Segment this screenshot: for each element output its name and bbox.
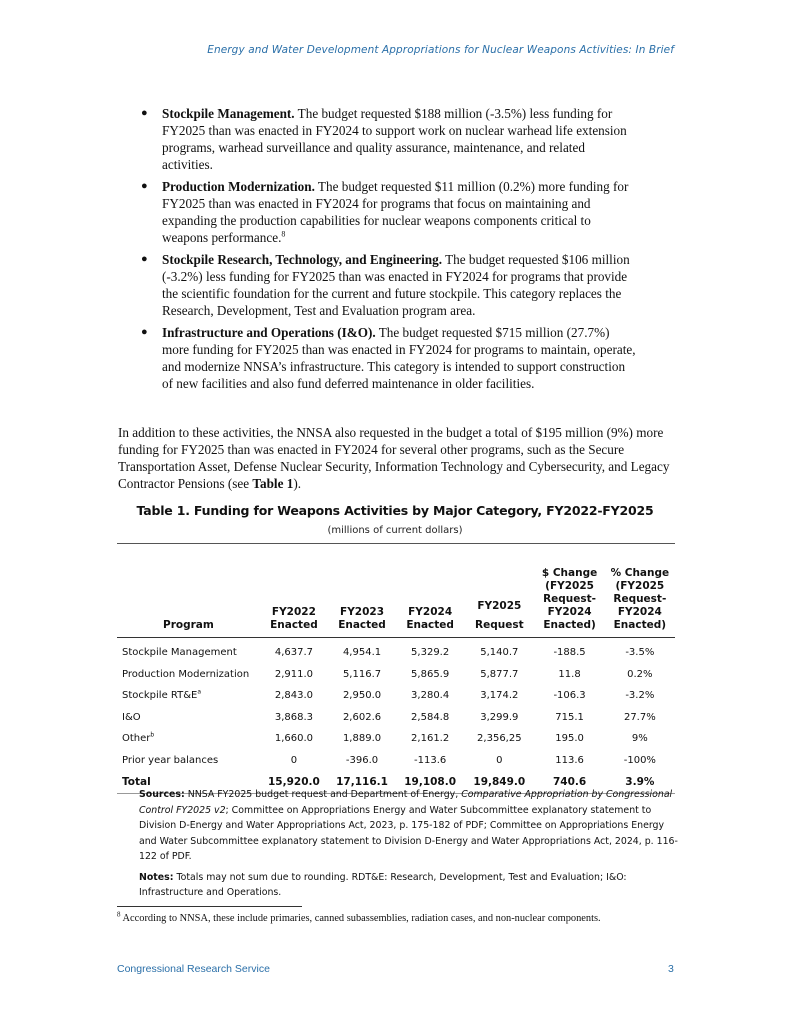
column-header-program: Program xyxy=(163,619,214,631)
program-cell: Production Modernization xyxy=(122,668,250,680)
value-cell: 740.6 xyxy=(552,775,587,788)
value-cell: -3.2% xyxy=(625,690,655,702)
value-cell: 113.6 xyxy=(555,754,584,766)
value-cell: 4,954.1 xyxy=(342,647,382,659)
table-row xyxy=(117,638,675,664)
bullet-stockpile-management xyxy=(138,105,638,173)
value-cell: 15,920.0 xyxy=(268,775,320,788)
column-header-fy2025: FY2025 Request xyxy=(475,600,524,631)
value-cell: 5,877.7 xyxy=(480,668,519,680)
table-row xyxy=(117,664,675,686)
value-cell: 1,889.0 xyxy=(342,733,382,745)
value-cell: 19,849.0 xyxy=(473,775,526,788)
program-cell: I&O xyxy=(122,711,141,723)
value-cell: 2,843.0 xyxy=(274,690,313,702)
value-cell: 1,660.0 xyxy=(274,733,313,745)
funding-table xyxy=(117,543,675,794)
category-bullet-list xyxy=(138,105,638,397)
value-cell: 715.1 xyxy=(555,711,584,723)
value-cell: 5,865.9 xyxy=(411,668,450,680)
value-cell: 27.7% xyxy=(623,711,656,723)
table-header-row xyxy=(117,544,675,638)
value-cell: 19,108.0 xyxy=(404,775,457,788)
bullet-dot-icon: ● xyxy=(141,107,148,119)
bullet-dot-icon: ● xyxy=(141,253,148,265)
value-cell: 2,356,25 xyxy=(477,733,522,745)
bullet-text: The budget requested $11 million (0.2%) more funding for FY2025 than was enacted in FY2024 for programs that focus on maintaining and expanding the production capabilities for nuclear weapons components critical to weapons performance. xyxy=(162,179,629,245)
notes-note: Notes: Totals may not sum due to rounding. RDT&E: Research, Development, Test and Evaluation; I&O: Infrastructure and Operations. xyxy=(139,871,627,898)
value-cell: 3,174.2 xyxy=(480,690,519,702)
footer-publisher: Congressional Research Service xyxy=(117,963,270,975)
bullet-text: The budget requested $106 million (-3.2%) less funding for FY2025 than was enacted in FY2024 for programs that provide the scientific foundation for the current and future stockpile. This category replaces the Research, Development, Test and Evaluation program area. xyxy=(162,252,630,318)
bullet-dot-icon: ● xyxy=(141,180,148,192)
bullet-stockpile-rte xyxy=(138,251,638,319)
bullet-dot-icon: ● xyxy=(141,326,148,338)
bullet-term: Infrastructure and Operations (I&O). xyxy=(162,325,376,340)
value-cell: 195.0 xyxy=(555,733,584,745)
program-cell: Total xyxy=(122,775,151,788)
value-cell: -113.6 xyxy=(414,754,447,766)
table-row xyxy=(117,707,675,729)
value-cell: -3.5% xyxy=(625,647,655,659)
footnote-divider xyxy=(117,906,302,907)
sources-note: Sources: NNSA FY2025 budget request and Department of Energy, Comparative Appropriation by Congressional Control FY2025 v2; Committee on Appropriations Energy and Water Subcommittee explanatory statement to Division D-Energy and Water Appropriations Act, 2023, p. 175-182 of PDF; Committee on Appropriations Energy and Water Subcommittee explanatory statement to Division D-Energy and Water Appropriations Act, 2024, p. 116-122 of PDF. xyxy=(139,789,678,862)
value-cell: -188.5 xyxy=(553,647,586,659)
table-title: Table 1. Funding for Weapons Activities by Major Category, FY2022-FY2025 xyxy=(136,503,654,518)
column-header-dollar-change: $ Change (FY2025 Request- FY2024 Enacted) xyxy=(541,567,598,631)
table-sources-notes xyxy=(139,787,679,901)
footer-page-number: 3 xyxy=(668,963,674,975)
paragraph-text: In addition to these activities, the NNSA also requested in the budget a total of $195 million (9%) more funding for FY2025 than was enacted in FY2024 for several other programs, such as the Secure Transportation Asset, Defense Nuclear Security, Information Technology and Cybersecurity, and Legacy Contractor Pensions (see xyxy=(118,425,670,491)
running-header: Energy and Water Development Appropriations for Nuclear Weapons Activities: In Brief xyxy=(207,44,674,56)
program-cell: Prior year balances xyxy=(122,754,219,766)
value-cell: 5,116.7 xyxy=(342,668,382,680)
value-cell: 4,637.7 xyxy=(274,647,313,659)
table-reference-link[interactable]: Table 1 xyxy=(252,476,294,491)
table-row xyxy=(117,685,675,707)
bullet-term: Stockpile Management. xyxy=(162,106,295,121)
bullet-term: Production Modernization. xyxy=(162,179,315,194)
footnote-8 xyxy=(117,910,687,924)
value-cell: 0 xyxy=(290,754,298,766)
column-header-fy2022: FY2022 Enacted xyxy=(270,606,318,631)
value-cell: 11.8 xyxy=(558,668,581,680)
value-cell: 2,161.2 xyxy=(411,733,450,745)
value-cell: 2,911.0 xyxy=(274,668,313,680)
value-cell: -106.3 xyxy=(553,690,586,702)
footnote-number: 8 xyxy=(117,910,121,919)
column-header-fy2024: FY2024 Enacted xyxy=(406,606,454,631)
table-row xyxy=(117,750,675,772)
column-header-fy2023: FY2023 Enacted xyxy=(338,606,386,631)
value-cell: 2,602.6 xyxy=(342,711,382,723)
paragraph-end: ). xyxy=(293,476,302,491)
bullet-text: The budget requested $188 million (-3.5%) less funding for FY2025 than was enacted in FY2024 to support work on nuclear warhead life extension programs, warhead surveillance and quality assurance, maintenance, and related activities. xyxy=(162,106,627,172)
other-programs-paragraph xyxy=(118,424,683,492)
value-cell: -396.0 xyxy=(345,754,379,766)
value-cell: 3.9% xyxy=(625,775,655,788)
table-row xyxy=(117,728,675,750)
program-cell: Stockpile RT&E$^a$ xyxy=(122,688,202,702)
bullet-text: The budget requested $715 million (27.7%) more funding for FY2025 than was enacted in FY2024 for programs to maintain, operate, and modernize NNSA’s infrastructure. This category is intended to support construction of new facilities and also fund deferred maintenance in older facilities. xyxy=(162,325,636,391)
value-cell: 5,329.2 xyxy=(411,647,450,659)
footnote-reference-link[interactable]: 8 xyxy=(281,229,286,239)
value-cell: 3,280.4 xyxy=(411,690,450,702)
bullet-infrastructure-operations xyxy=(138,324,638,392)
value-cell: 2,584.8 xyxy=(411,711,450,723)
footnote-text: According to NNSA, these include primaries, canned subassemblies, radiation cases, and non-nuclear components. xyxy=(120,913,601,924)
value-cell: 9% xyxy=(631,733,648,745)
value-cell: 17,116.1 xyxy=(336,775,388,788)
value-cell: 3,868.3 xyxy=(274,711,313,723)
value-cell: 5,140.7 xyxy=(480,647,519,659)
bullet-production-modernization xyxy=(138,178,638,246)
bullet-term: Stockpile Research, Technology, and Engineering. xyxy=(162,252,443,267)
value-cell: 3,299.9 xyxy=(480,711,519,723)
table-subtitle: (millions of current dollars) xyxy=(327,525,463,536)
value-cell: -100% xyxy=(623,754,656,766)
value-cell: 2,950.0 xyxy=(342,690,382,702)
program-cell: Other$^b$ xyxy=(122,731,155,745)
value-cell: 0 xyxy=(496,754,503,766)
value-cell: 0.2% xyxy=(627,668,653,680)
program-cell: Stockpile Management xyxy=(122,647,237,659)
column-header-percent-change: % Change (FY2025 Request- FY2024 Enacted) xyxy=(610,567,670,631)
